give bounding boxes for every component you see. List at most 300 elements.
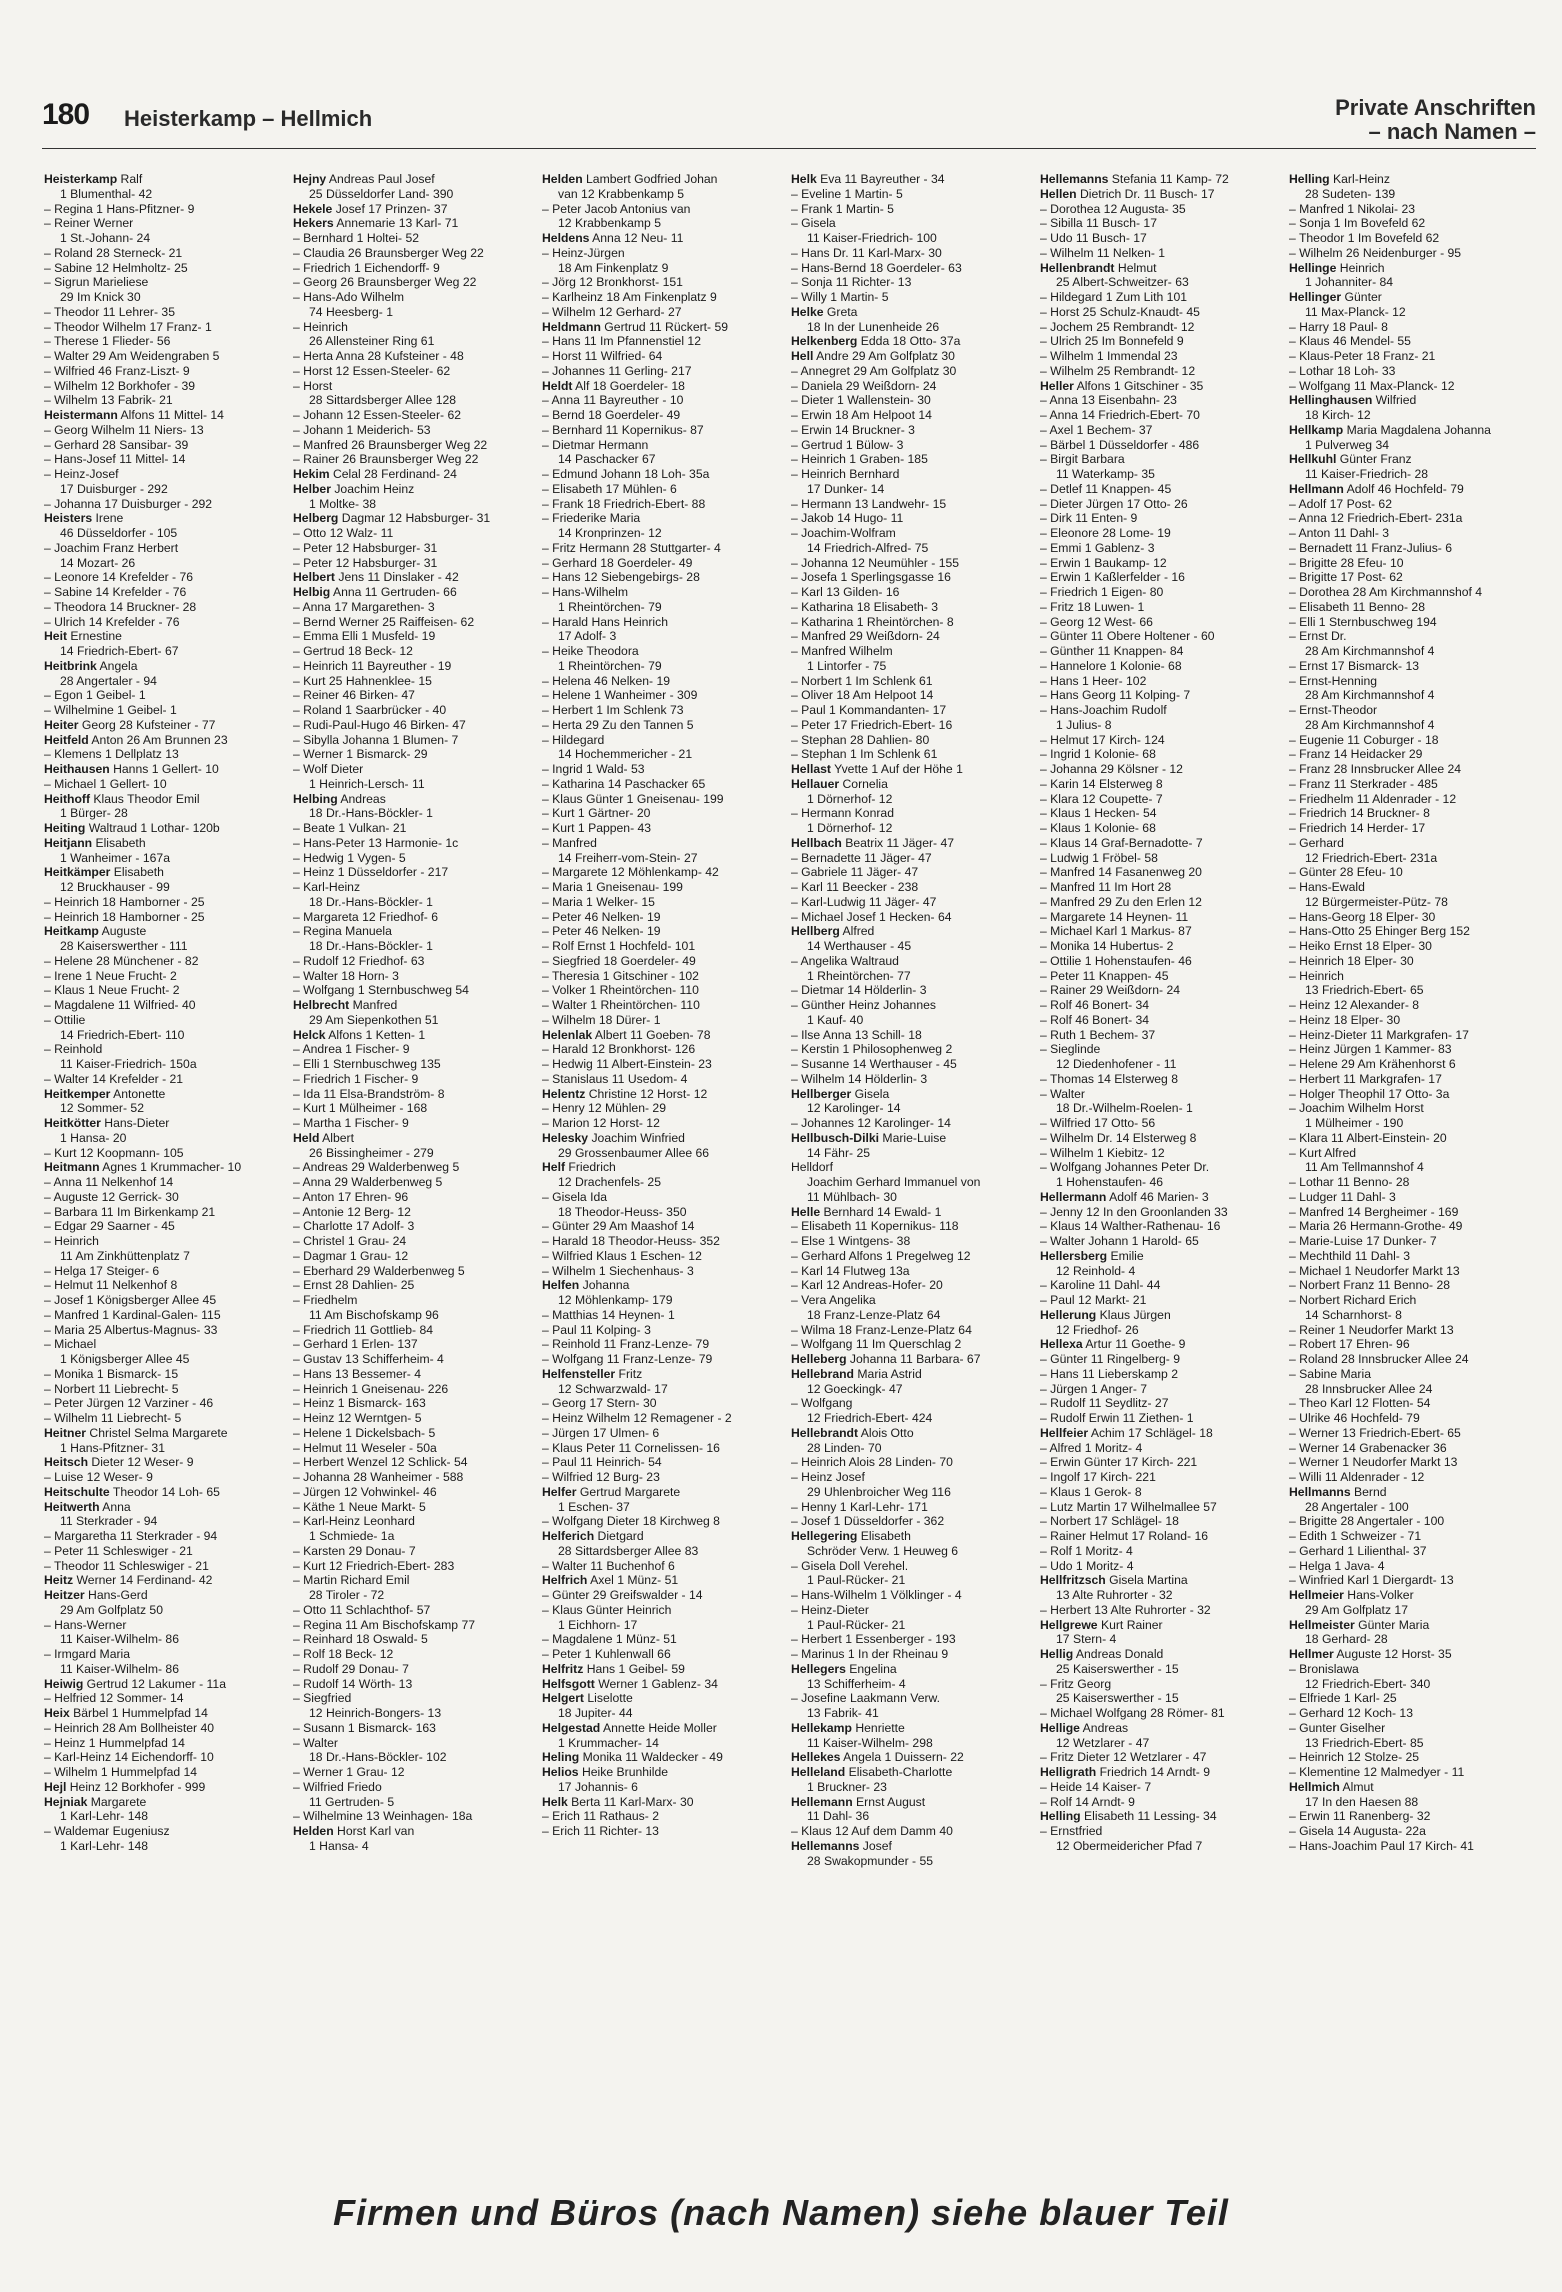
entry-surname: Helk — [791, 172, 817, 186]
directory-entry: – Gisela Ida — [542, 1189, 608, 1204]
directory-entry: 25 Kaiserswerther - 15 — [1056, 1691, 1179, 1706]
directory-entry: 1 Dörnerhof- 12 — [807, 821, 893, 835]
directory-entry: – Sabine 12 Helmholtz- 25 — [44, 260, 188, 275]
directory-entry: Hellexa Artur 11 Goethe- 9 — [1040, 1337, 1186, 1352]
entry-surname: Hellexa — [1040, 1337, 1083, 1352]
directory-entry: Helkenberg Edda 18 Otto- 37a — [791, 334, 961, 349]
directory-entry: – Werner 1 Grau- 12 — [293, 1765, 405, 1779]
entry-surname: Helfsgott — [542, 1676, 595, 1691]
directory-entry: – Gisela 14 Augusta- 22a — [1289, 1824, 1426, 1838]
directory-entry: 12 Heinrich-Bongers- 13 — [309, 1706, 442, 1720]
directory-entry: – Klaus Günter 1 Gneisenau- 199 — [542, 791, 724, 806]
directory-entry: Helfer Gertrud Margarete — [542, 1484, 681, 1499]
directory-entry: – Maria 26 Hermann-Grothe- 49 — [1289, 1219, 1463, 1234]
directory-entry: – Anna 17 Margarethen- 3 — [293, 599, 435, 614]
directory-entry: – Martin Richard Emil — [293, 1573, 410, 1588]
directory-entry: 12 Schwarzwald- 17 — [558, 1381, 668, 1396]
directory-entry: – Herbert 13 Alte Ruhrorter - 32 — [1040, 1602, 1211, 1617]
directory-entry: – Kurt 1 Gärtner- 20 — [542, 806, 651, 821]
directory-entry: Heithausen Hanns 1 Gellert- 10 — [44, 762, 219, 776]
entry-surname: Hekers — [293, 216, 334, 231]
directory-entry: – Maria 1 Welker- 15 — [542, 894, 655, 909]
directory-column-1 — [44, 172, 293, 2112]
entry-surname: Hellinger — [1289, 290, 1342, 304]
directory-entry: – Maria 25 Albertus-Magnus- 33 — [44, 1322, 218, 1337]
directory-entry: – Wilfried 12 Burg- 23 — [542, 1470, 660, 1484]
directory-entry: – Alfred 1 Moritz- 4 — [1040, 1440, 1143, 1455]
directory-entry: 46 Düsseldorfer - 105 — [60, 526, 178, 540]
directory-entry: 18 Am Finkenplatz 9 — [558, 260, 669, 275]
directory-entry: – Klaus 1 Neue Frucht- 2 — [44, 983, 180, 998]
directory-entry: 18 Dr.-Hans-Böckler- 102 — [309, 1750, 447, 1765]
directory-entry: – Erwin 18 Am Helpoot 14 — [791, 408, 932, 422]
directory-entry: – Heiko Ernst 18 Elper- 30 — [1289, 939, 1432, 953]
directory-entry: 12 Obermeidericher Pfad 7 — [1056, 1838, 1203, 1853]
directory-entry: – Karsten 29 Donau- 7 — [293, 1543, 416, 1558]
directory-entry: – Sibylla Johanna 1 Blumen- 7 — [293, 732, 459, 747]
entry-surname: Hellfeier — [1040, 1425, 1089, 1440]
directory-entry: – Helga 1 Java- 4 — [1289, 1558, 1385, 1573]
entry-surname: Helle — [791, 1204, 821, 1219]
entry-surname: Hellkamp — [1289, 422, 1344, 437]
directory-entry: – Wilhelm 14 Hölderlin- 3 — [791, 1071, 928, 1086]
directory-entry: – Jörg 12 Bronkhorst- 151 — [542, 275, 683, 290]
directory-entry: Helck Alfons 1 Ketten- 1 — [293, 1027, 426, 1042]
directory-entry: – Else 1 Wintgens- 38 — [791, 1234, 911, 1248]
directory-entry: Heithoff Klaus Theodor Emil — [44, 791, 200, 806]
directory-entry: – Dieter Jürgen 17 Otto- 26 — [1040, 496, 1188, 511]
directory-entry: – Karin 14 Elsterweg 8 — [1040, 776, 1163, 791]
directory-entry: – Johanna 17 Duisburger - 292 — [44, 496, 213, 511]
entry-surname: Hellmich — [1289, 1779, 1340, 1794]
directory-entry: – Wilhelm 1 Immendal 23 — [1040, 349, 1178, 363]
directory-entry: – Walter 11 Buchenhof 6 — [542, 1558, 675, 1573]
directory-entry: – Theo Karl 12 Flotten- 54 — [1289, 1396, 1431, 1411]
directory-entry: Helbing Andreas — [293, 791, 386, 806]
directory-entry: – Wolfgang Johannes Peter Dr. — [1040, 1160, 1210, 1175]
directory-entry: – Wilhelm 12 Gerhard- 27 — [542, 304, 682, 319]
directory-entry: – Peter 1 Kuhlenwall 66 — [542, 1647, 671, 1661]
entry-surname: Helfrich — [542, 1573, 588, 1588]
page-header — [0, 0, 1562, 150]
directory-entry: – Werner 1 Neudorfer Markt 13 — [1289, 1455, 1458, 1470]
directory-entry: 17 Stern- 4 — [1056, 1632, 1117, 1647]
directory-entry: 18 Theodor-Heuss- 350 — [558, 1204, 687, 1219]
directory-entry: – Theodor 11 Schleswiger - 21 — [44, 1558, 209, 1573]
directory-entry: Heix Bärbel 1 Hummelpfad 14 — [44, 1706, 208, 1720]
directory-entry: – Walter — [293, 1735, 338, 1750]
directory-entry: – Gerhard — [1289, 835, 1344, 850]
directory-entry: – Rudolf 14 Wörth- 13 — [293, 1676, 413, 1691]
directory-column-2 — [293, 172, 542, 2112]
entry-surname: Heitzer — [44, 1588, 85, 1602]
directory-entry: – Theresia 1 Gitschiner - 102 — [542, 968, 699, 983]
directory-entry: – Franz 28 Innsbrucker Allee 24 — [1289, 762, 1462, 776]
directory-entry: – Elfriede 1 Karl- 25 — [1289, 1691, 1397, 1706]
entry-surname: Helden — [542, 172, 583, 186]
directory-entry: – Siegfried — [293, 1691, 352, 1706]
directory-entry: – Wilfried 46 Franz-Liszt- 9 — [44, 363, 190, 378]
directory-entry: – Rainer 26 Braunsberger Weg 22 — [293, 452, 479, 467]
entry-surname: Hellersberg — [1040, 1248, 1108, 1263]
directory-entry: – Erwin 1 Baukamp- 12 — [1040, 555, 1167, 570]
directory-entry: 11 Mühlbach- 30 — [807, 1189, 897, 1204]
entry-surname: Helling — [1040, 1809, 1081, 1824]
entry-surname: Hellinge — [1289, 260, 1337, 275]
entry-surname: Heiting — [44, 821, 86, 835]
directory-entry: 1 Lintorfer - 75 — [807, 658, 887, 673]
entry-surname: Helber — [293, 481, 331, 496]
directory-entry: – Ulrich 25 Im Bonnefeld 9 — [1040, 334, 1184, 349]
entry-surname: Hejniak — [44, 1794, 88, 1809]
directory-entry: – Christel 1 Grau- 24 — [293, 1234, 407, 1248]
directory-entry: 12 Karolinger- 14 — [807, 1101, 901, 1116]
directory-entry: Heldens Anna 12 Neu- 11 — [542, 231, 684, 245]
directory-entry: 14 Kronprinzen- 12 — [558, 526, 662, 540]
directory-entry: 28 Sudeten- 139 — [1305, 186, 1396, 201]
directory-entry: – Heinrich 18 Hamborner - 25 — [44, 909, 205, 924]
directory-entry: 14 Hochemmericher - 21 — [558, 747, 693, 762]
directory-entry: – Manfred Wilhelm — [791, 644, 893, 658]
directory-entry: 1 Rheintörchen- 79 — [558, 658, 662, 673]
directory-entry: – Bronislawa — [1289, 1661, 1359, 1676]
directory-entry: – Dorothea 28 Am Kirchmannshof 4 — [1289, 585, 1483, 599]
directory-entry: – Dirk 11 Enten- 9 — [1040, 511, 1138, 526]
directory-entry: – Heinz-Dieter — [791, 1602, 869, 1617]
directory-entry: – Rolf 14 Arndt- 9 — [1040, 1794, 1135, 1809]
directory-entry: – Rainer Helmut 17 Roland- 16 — [1040, 1529, 1209, 1543]
directory-entry: – Volker 1 Rheintörchen- 110 — [542, 983, 699, 998]
directory-entry: – Anton 11 Dahl- 3 — [1289, 526, 1390, 540]
directory-entry: – Regina 11 Am Bischofskamp 77 — [293, 1617, 476, 1632]
directory-entry: 11 Sterkrader - 94 — [60, 1514, 158, 1529]
entry-surname: Helleland — [791, 1765, 846, 1779]
directory-entry: – Heinz-Dieter 11 Markgrafen- 17 — [1289, 1027, 1469, 1042]
directory-entry: 12 Bruckhauser - 99 — [60, 880, 170, 894]
directory-entry: 12 Sommer- 52 — [60, 1101, 144, 1116]
directory-entry: – Martha 1 Fischer- 9 — [293, 1116, 409, 1130]
directory-entry: – Anna 13 Eisenbahn- 23 — [1040, 393, 1177, 408]
directory-entry: – Anna 12 Friedrich-Ebert- 231a — [1289, 511, 1463, 526]
directory-entry: Helk Berta 11 Karl-Marx- 30 — [542, 1794, 694, 1809]
directory-entry: – Helmut 17 Kirch- 124 — [1040, 732, 1165, 747]
entry-surname: Heller — [1040, 378, 1074, 393]
directory-entry: 1 Paul-Rücker- 21 — [807, 1617, 906, 1632]
section-title — [1335, 96, 1536, 144]
directory-entry: – Horst — [293, 378, 333, 393]
directory-entry: 11 Dahl- 36 — [807, 1809, 870, 1824]
directory-entry: Helbrecht Manfred — [293, 998, 398, 1012]
directory-entry: 12 Goeckingk- 47 — [807, 1381, 903, 1396]
directory-entry: Hellkuhl Günter Franz — [1289, 452, 1412, 467]
directory-entry: 14 Mozart- 26 — [60, 555, 136, 570]
directory-entry: – Hans 1 Heer- 102 — [1040, 673, 1147, 688]
entry-surname: Hellauer — [791, 776, 840, 791]
directory-entry: Hellauer Cornelia — [791, 776, 888, 791]
directory-entry: Hellfritzsch Gisela Martina — [1040, 1573, 1188, 1588]
directory-entry: – Karl-Heinz — [293, 880, 361, 894]
entry-surname: Heitfeld — [44, 732, 89, 747]
directory-entry: – Wilhelm 18 Dürer- 1 — [542, 1012, 661, 1027]
directory-entry: – Magdalene 11 Wilfried- 40 — [44, 998, 196, 1012]
directory-entry: 14 Fähr- 25 — [807, 1145, 871, 1160]
directory-entry: – Herta 29 Zu den Tannen 5 — [542, 717, 694, 732]
directory-entry: – Heinrich — [293, 319, 348, 334]
directory-column-4 — [791, 172, 1040, 2112]
directory-entry: – Norbert 17 Schlägel- 18 — [1040, 1514, 1179, 1529]
entry-surname: Hellmer — [1289, 1647, 1334, 1661]
directory-entry: Helfritz Hans 1 Geibel- 59 — [542, 1661, 685, 1676]
entry-surname: Helck — [293, 1027, 326, 1042]
directory-entry: – Heide 14 Kaiser- 7 — [1040, 1779, 1152, 1794]
directory-entry: – Ernst 17 Bismarck- 13 — [1289, 658, 1420, 673]
directory-entry: – Kerstin 1 Philosophenweg 2 — [791, 1042, 953, 1057]
directory-entry: Heitz Werner 14 Ferdinand- 42 — [44, 1573, 213, 1588]
directory-entry: – Rudolf 29 Donau- 7 — [293, 1661, 409, 1676]
directory-entry: – Anna 29 Walderbenweg 5 — [293, 1175, 443, 1189]
directory-entry: Heitkötter Hans-Dieter — [44, 1116, 170, 1130]
directory-entry: 28 Am Kirchmannshof 4 — [1305, 688, 1435, 703]
entry-surname: Heitsch — [44, 1455, 89, 1470]
directory-entry: 17 Dunker- 14 — [807, 481, 885, 496]
directory-entry: Heitfeld Anton 26 Am Brunnen 23 — [44, 732, 228, 747]
directory-entry: 14 Friedrich-Ebert- 110 — [60, 1027, 185, 1042]
directory-entry: – Egon 1 Geibel- 1 — [44, 688, 146, 703]
directory-entry: – Horst 11 Wilfried- 64 — [542, 349, 663, 363]
directory-entry: – Fritz Hermann 28 Stuttgarter- 4 — [542, 540, 721, 555]
directory-entry: Helbig Anna 11 Gertruden- 66 — [293, 585, 457, 599]
directory-entry: – Walter 29 Am Weidengraben 5 — [44, 349, 220, 363]
entry-surname: Hellberger — [791, 1086, 852, 1101]
entry-surname: Heitwerth — [44, 1499, 100, 1514]
entry-surname: Heitner — [44, 1425, 86, 1440]
entry-surname: Helfen — [542, 1278, 580, 1293]
directory-entry: – Heinz-Josef — [44, 467, 119, 481]
directory-entry: Heistermann Alfons 11 Mittel- 14 — [44, 408, 224, 422]
directory-entry: – Thomas 14 Elsterweg 8 — [1040, 1071, 1178, 1086]
directory-entry: – Wilhelmine 1 Geibel- 1 — [44, 703, 177, 717]
directory-entry: – Elisabeth 17 Mühlen- 6 — [542, 481, 677, 496]
directory-entry: – Helmut 11 Weseler - 50a — [293, 1440, 437, 1455]
directory-entry: – Ingolf 17 Kirch- 221 — [1040, 1470, 1156, 1484]
directory-entry: – Karl-Heinz 14 Eichendorff- 10 — [44, 1750, 214, 1765]
directory-entry: Helfensteller Fritz — [542, 1366, 643, 1381]
directory-entry: – Hans-Ado Wilhelm — [293, 290, 405, 304]
directory-entry: – Luise 12 Weser- 9 — [44, 1470, 153, 1484]
directory-entry: – Erich 11 Richter- 13 — [542, 1824, 659, 1838]
directory-entry: Hellast Yvette 1 Auf der Höhe 1 — [791, 762, 963, 776]
directory-entry: – Rudolf Erwin 11 Ziethen- 1 — [1040, 1411, 1194, 1425]
directory-entry: – Rudolf 11 Seydlitz- 27 — [1040, 1396, 1169, 1411]
directory-entry: Heldt Alf 18 Goerdeler- 18 — [542, 378, 685, 393]
directory-entry: – Heinz 1 Hummelpfad 14 — [44, 1735, 185, 1750]
directory-entry: – Bernhard 1 Holtei- 52 — [293, 231, 420, 245]
directory-entry: – Hans 11 Im Pfannenstiel 12 — [542, 334, 701, 349]
directory-entry: – Edith 1 Schweizer - 71 — [1289, 1529, 1422, 1543]
directory-entry: – Manfred 1 Nikolai- 23 — [1289, 201, 1415, 216]
directory-entry: – Antonie 12 Berg- 12 — [293, 1204, 411, 1219]
directory-entry: – Gabriele 11 Jäger- 47 — [791, 865, 919, 880]
entry-surname: Heitkämper — [44, 865, 111, 880]
directory-entry: – Horst 12 Essen-Steeler- 62 — [293, 363, 451, 378]
entry-surname: Helbig — [293, 585, 331, 599]
directory-entry: Hellermann Adolf 46 Marien- 3 — [1040, 1189, 1209, 1204]
directory-entry: 28 Innsbrucker Allee 24 — [1305, 1381, 1433, 1396]
directory-entry: – Gerhard 1 Erlen- 137 — [293, 1337, 418, 1352]
entry-surname: Heiter — [44, 717, 79, 732]
directory-entry: – Hans-Joachim Rudolf — [1040, 703, 1167, 717]
directory-entry: – Helene 1 Wanheimer - 309 — [542, 688, 698, 703]
directory-entry: Hellemanns Josef — [791, 1838, 892, 1853]
directory-entry: – Irene 1 Neue Frucht- 2 — [44, 968, 177, 983]
directory-entry: – Paul 11 Kolping- 3 — [542, 1322, 651, 1337]
directory-entry: – Elisabeth 11 Benno- 28 — [1289, 599, 1425, 614]
directory-entry: – Eugenie 11 Coburger - 18 — [1289, 732, 1439, 747]
directory-entry: – Wilfried Friedo — [293, 1779, 382, 1794]
directory-entry: Hellemann Ernst August — [791, 1794, 926, 1809]
directory-entry: – Josefa 1 Sperlingsgasse 16 — [791, 570, 951, 585]
directory-entry: Hekim Celal 28 Ferdinand- 24 — [293, 467, 457, 481]
directory-entry: 12 Friedhof- 26 — [1056, 1322, 1139, 1337]
directory-entry: – Annegret 29 Am Golfplatz 30 — [791, 363, 957, 378]
directory-entry: – Klaus-Peter 18 Franz- 21 — [1289, 349, 1436, 363]
directory-entry: – Klaus 1 Hecken- 54 — [1040, 806, 1157, 821]
directory-entry: – Bernadette 11 Jäger- 47 — [791, 850, 932, 865]
directory-entry: – Kurt 1 Pappen- 43 — [542, 821, 652, 835]
directory-entry: 18 Dr.-Hans-Böckler- 1 — [309, 806, 433, 821]
directory-entry: – Bernhard 11 Kopernikus- 87 — [542, 422, 704, 437]
directory-entry: – Ulrich 14 Krefelder - 76 — [44, 614, 180, 629]
directory-entry: – Margaretha 11 Sterkrader - 94 — [44, 1529, 218, 1543]
directory-entry: Hejny Andreas Paul Josef — [293, 172, 435, 186]
directory-entry: – Karlheinz 18 Am Finkenplatz 9 — [542, 290, 717, 304]
entry-surname: Hellige — [1040, 1720, 1080, 1735]
directory-entry: – Anna 11 Nelkenhof 14 — [44, 1175, 174, 1189]
directory-entry: – Angelika Waltraud — [791, 953, 899, 968]
directory-entry: – Theodor 11 Lehrer- 35 — [44, 304, 175, 319]
directory-entry: – Johanna 29 Kölsner - 12 — [1040, 762, 1183, 776]
directory-entry: – Herbert 1 Im Schlenk 73 — [542, 703, 684, 717]
entry-surname: Hellinghausen — [1289, 393, 1373, 408]
directory-entry: – Manfred — [542, 835, 597, 850]
directory-entry: – Theodor 1 Im Bovefeld 62 — [1289, 231, 1440, 245]
directory-entry: – Hans 12 Siebengebirgs- 28 — [542, 570, 700, 585]
directory-entry: – Ernst-Henning — [1289, 673, 1378, 688]
directory-entry: – Otto 11 Schlachthof- 57 — [293, 1602, 431, 1617]
entry-surname: Hejny — [293, 172, 327, 186]
directory-entry: Helden Horst Karl van — [293, 1824, 415, 1838]
footer-note: Firmen und Büros (nach Namen) siehe blauer Teil — [333, 2192, 1229, 2233]
directory-entry: – Joachim Franz Herbert — [44, 540, 179, 555]
directory-entry: – Peter 11 Schleswiger - 21 — [44, 1543, 193, 1558]
directory-entry: – Stephan 28 Dahlien- 80 — [791, 732, 930, 747]
directory-entry: Hellig Andreas Donald — [1040, 1647, 1164, 1661]
directory-entry: – Günter 11 Obere Holtener - 60 — [1040, 629, 1215, 644]
directory-entry: – Marie-Luise 17 Dunker- 7 — [1289, 1234, 1437, 1248]
directory-entry: Hellenbrandt Helmut — [1040, 260, 1157, 275]
entry-surname: Hellekes — [791, 1750, 841, 1765]
directory-entry: 12 Friedrich-Ebert- 424 — [807, 1411, 933, 1425]
directory-entry: 26 Allensteiner Ring 61 — [309, 334, 435, 349]
directory-entry: – Ernst Dr. — [1289, 629, 1347, 644]
directory-entry: Helden Lambert Godfried Johan — [542, 172, 718, 186]
entry-surname: Heisterkamp — [44, 172, 118, 186]
directory-entry: – Karl-Ludwig 11 Jäger- 47 — [791, 894, 937, 909]
directory-entry: 1 Krummacher- 14 — [558, 1735, 659, 1750]
directory-entry: Hellmann Adolf 46 Hochfeld- 79 — [1289, 481, 1464, 496]
directory-entry: 18 Dr.-Wilhelm-Roelen- 1 — [1056, 1101, 1193, 1116]
directory-entry: 18 Dr.-Hans-Böckler- 1 — [309, 894, 433, 909]
directory-entry: – Georg 26 Braunsberger Weg 22 — [293, 275, 477, 290]
directory-entry: 11 Max-Planck- 12 — [1305, 304, 1406, 319]
directory-entry: – Margareta 12 Friedhof- 6 — [293, 909, 438, 924]
directory-entry: 1 Mülheimer - 190 — [1305, 1116, 1404, 1130]
directory-entry: 1 Königsberger Allee 45 — [60, 1352, 190, 1366]
directory-entry: – Friedrich 1 Eichendorff- 9 — [293, 260, 440, 275]
entry-surname: Heistermann — [44, 408, 118, 422]
directory-entry: – Helfried 12 Sommer- 14 — [44, 1691, 184, 1706]
directory-entry: 1 Eschen- 37 — [558, 1499, 630, 1514]
entry-surname: Hellemann — [791, 1794, 853, 1809]
directory-entry: Hellfeier Achim 17 Schlägel- 18 — [1040, 1425, 1213, 1440]
entry-surname: Helgert — [542, 1691, 584, 1706]
entry-surname: Helferich — [542, 1529, 595, 1543]
directory-entry: – Walter — [1040, 1086, 1085, 1101]
entry-surname: Helios — [542, 1765, 579, 1779]
directory-entry: – Henry 12 Mühlen- 29 — [542, 1101, 666, 1116]
entry-surname: Heitkamp — [44, 924, 99, 939]
directory-entry: – Dietmar 14 Hölderlin- 3 — [791, 983, 927, 998]
directory-entry: 1 Johanniter- 84 — [1305, 275, 1394, 290]
page-number: 180 — [42, 98, 90, 131]
directory-entry: 1 Bruckner- 23 — [807, 1779, 887, 1794]
directory-entry: – Franz 11 Sterkrader - 485 — [1289, 776, 1438, 791]
directory-entry: – Birgit Barbara — [1040, 452, 1125, 467]
directory-entry: 12 Wetzlarer - 47 — [1056, 1735, 1150, 1750]
directory-entry: – Herta Anna 28 Kufsteiner - 48 — [293, 349, 464, 363]
directory-entry: – Brigitte 28 Angertaler - 100 — [1289, 1514, 1445, 1529]
directory-entry: – Klaus Peter 11 Cornelissen- 16 — [542, 1440, 720, 1455]
entry-surname: Hellmann — [1289, 481, 1344, 496]
directory-entry: – Stanislaus 11 Usedom- 4 — [542, 1071, 688, 1086]
directory-entry: – Wilhelmine 13 Weinhagen- 18a — [293, 1809, 473, 1824]
directory-entry: – Norbert 1 Im Schlenk 61 — [791, 673, 933, 688]
directory-entry: 12 Diedenhofener - 11 — [1056, 1057, 1177, 1071]
directory-entry: Heit Ernestine — [44, 629, 122, 644]
directory-entry: 12 Krabbenkamp 5 — [558, 216, 661, 231]
directory-entry: – Eleonore 28 Lome- 19 — [1040, 526, 1171, 540]
directory-entry: – Otto 12 Walz- 11 — [293, 526, 394, 540]
directory-entry: – Ida 11 Elsa-Brandström- 8 — [293, 1086, 445, 1101]
entry-surname: Heitjann — [44, 835, 93, 850]
directory-entry: – Hans-Ewald — [1289, 880, 1365, 894]
directory-entry: – Klaus 14 Walther-Rathenau- 16 — [1040, 1219, 1221, 1234]
entry-surname: Helden — [293, 1824, 334, 1838]
directory-entry: – Jochem 25 Rembrandt- 12 — [1040, 319, 1195, 334]
directory-entry: 18 Jupiter- 44 — [558, 1706, 633, 1720]
entry-surname: Hellkuhl — [1289, 452, 1337, 467]
entry-surname: Heitmann — [44, 1160, 100, 1175]
directory-entry: 13 Friedrich-Ebert- 65 — [1305, 983, 1424, 998]
entry-surname: Helgestad — [542, 1720, 601, 1735]
directory-entry: Helbert Jens 11 Dinslaker - 42 — [293, 570, 459, 585]
directory-entry: – Bernadett 11 Franz-Julius- 6 — [1289, 540, 1453, 555]
entry-surname: Heitkemper — [44, 1086, 111, 1101]
entry-surname: Helfensteller — [542, 1366, 616, 1381]
directory-entry: – Heinrich 18 Elper- 30 — [1289, 953, 1414, 968]
directory-entry: – Magdalene 1 Münz- 51 — [542, 1632, 677, 1647]
directory-entry: – Klementine 12 Malmedyer - 11 — [1289, 1765, 1465, 1779]
